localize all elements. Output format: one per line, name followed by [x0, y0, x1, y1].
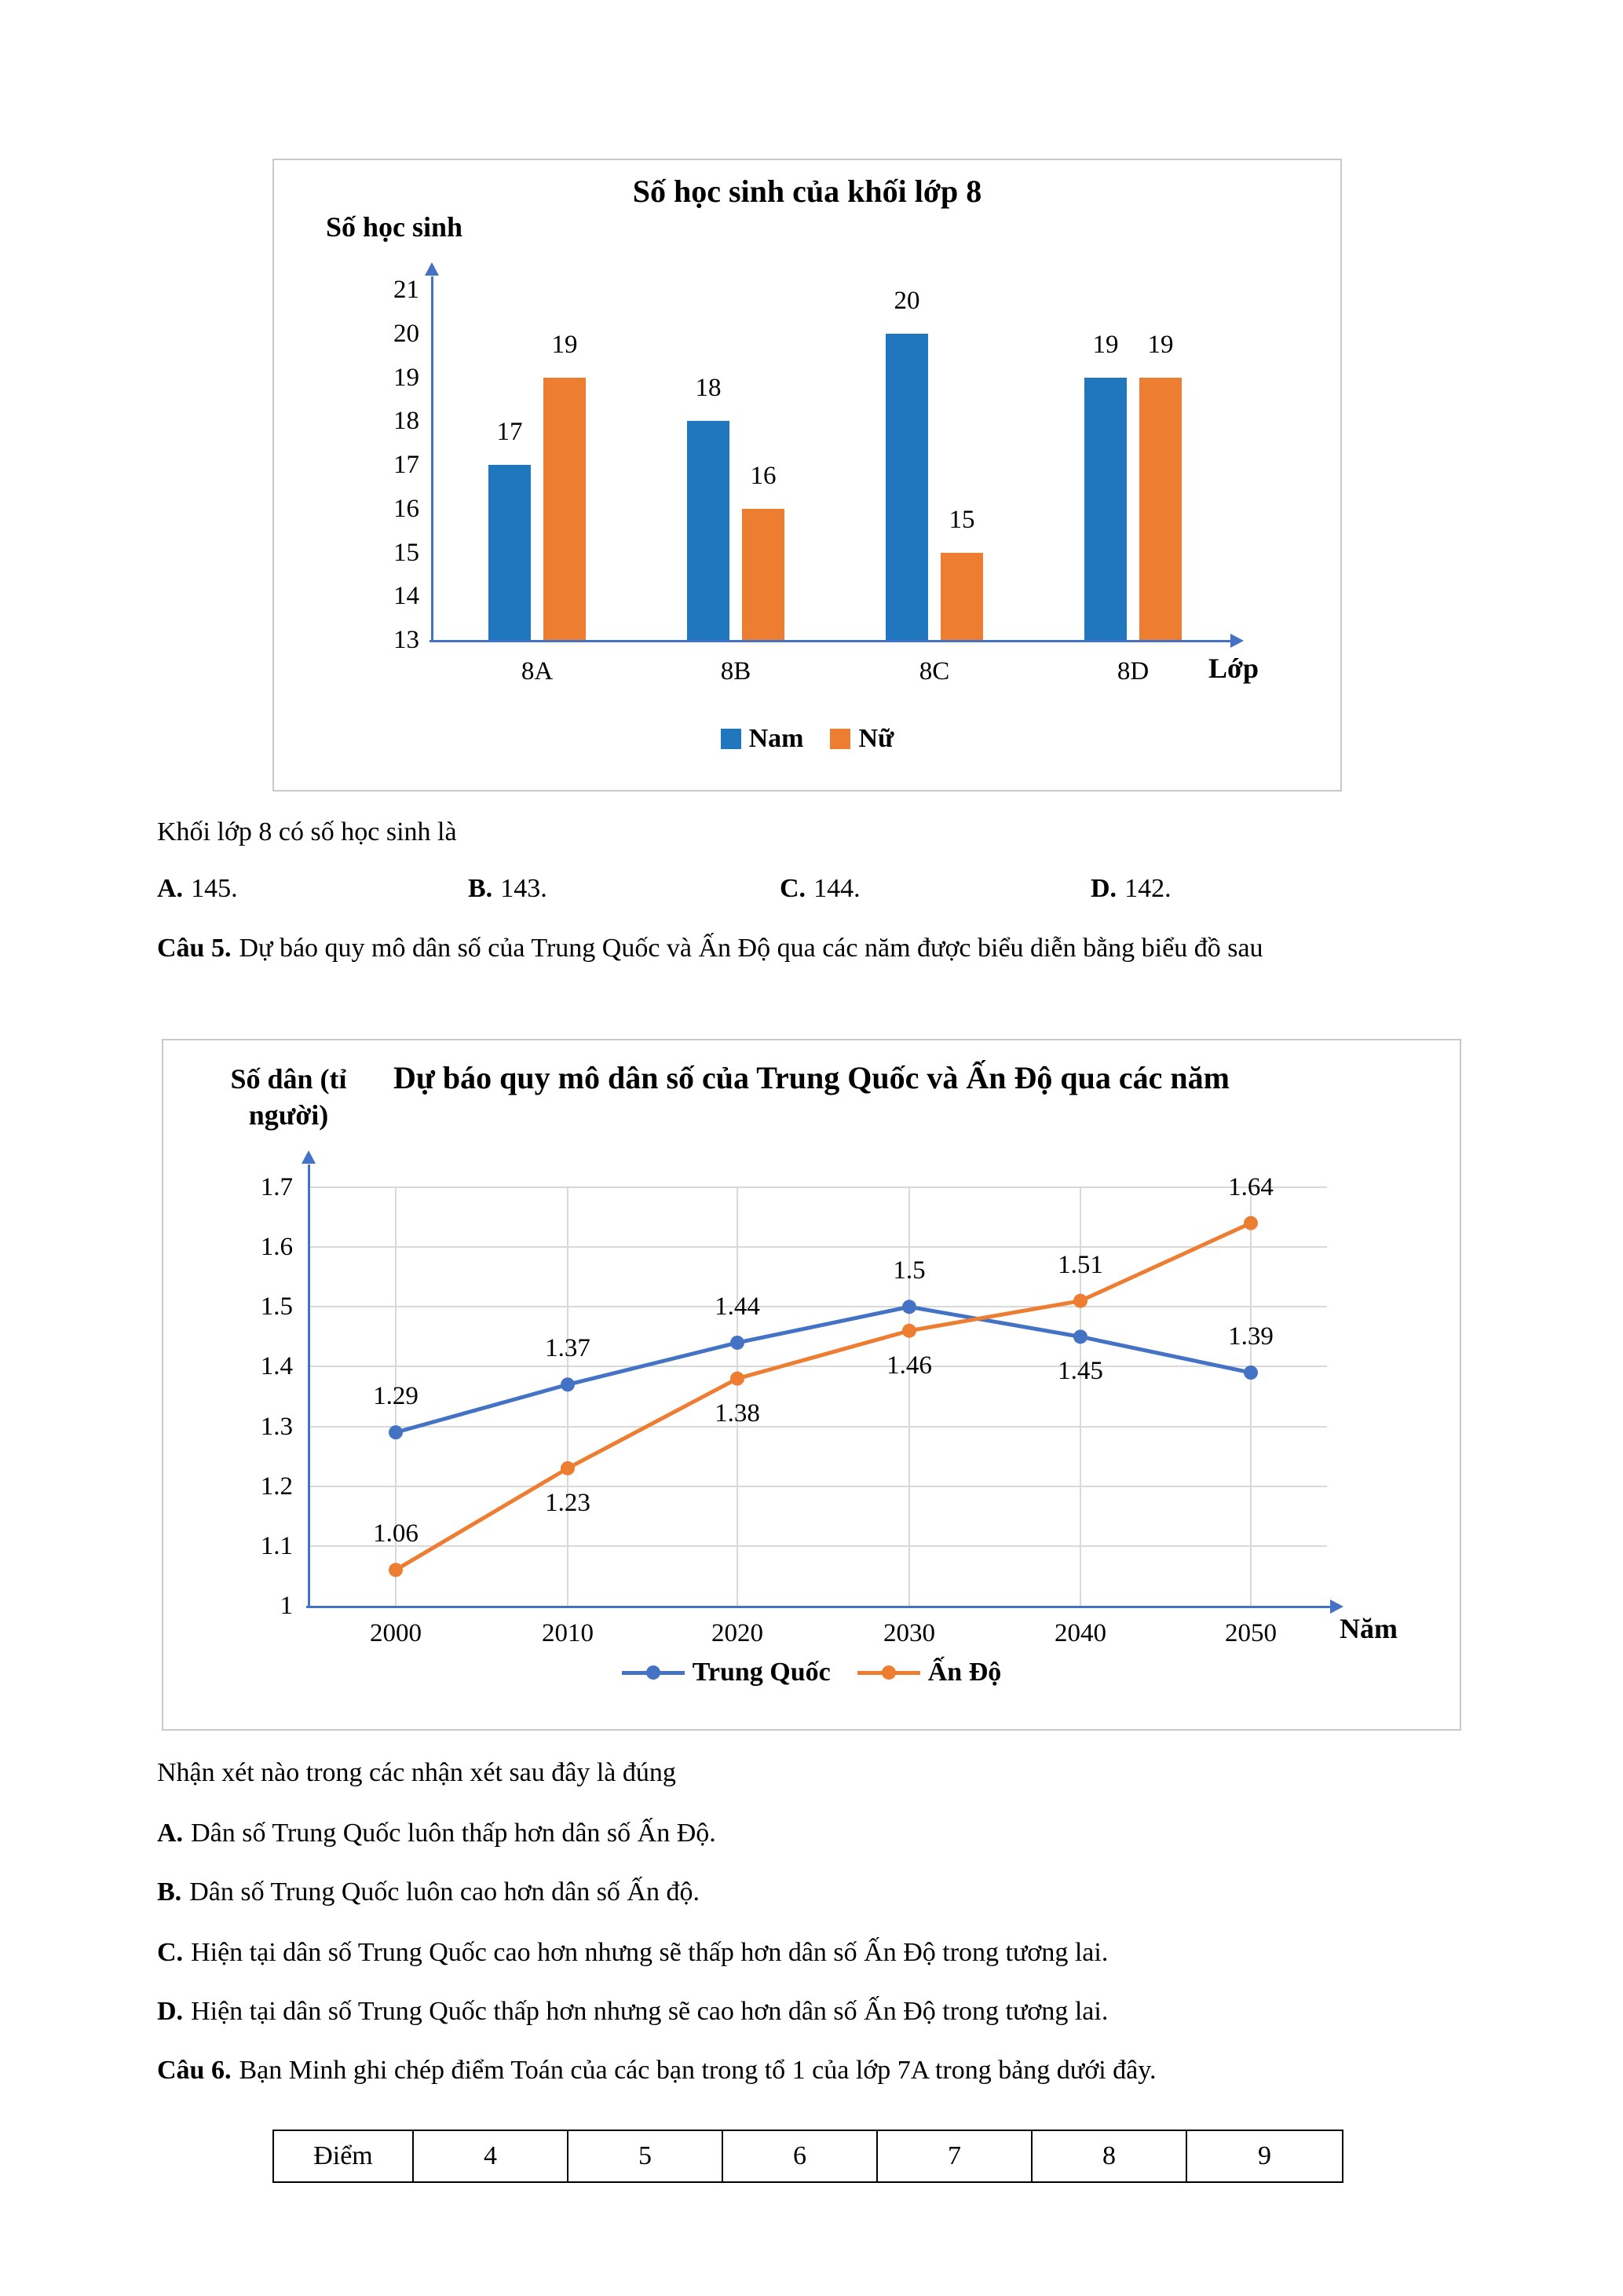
legend-swatch-icon [721, 729, 741, 749]
legend-marker-icon [882, 1665, 896, 1680]
option-text: 145. [191, 874, 238, 903]
data-point-label: 1.39 [1228, 1322, 1274, 1351]
option-text: 142. [1124, 874, 1172, 903]
category-label: 8A [521, 657, 554, 686]
bar-nam-8D [1084, 378, 1127, 641]
grid-line-vertical [908, 1187, 910, 1606]
y-tick-label: 20 [393, 319, 419, 348]
question4-option-c [780, 872, 861, 906]
chart-title: Số học sinh của khối lớp 8 [632, 174, 982, 209]
chart-legend [163, 1658, 1460, 1687]
category-label: 8B [720, 657, 751, 686]
chart-legend [274, 724, 1340, 754]
legend-label: Nam [748, 724, 804, 753]
y-tick-label: 21 [393, 276, 419, 304]
question-text: Bạn Minh ghi chép điểm Toán của các bạn trong tổ 1 của lớp 7A trong bảng dưới đây. [239, 2056, 1157, 2085]
x-tick-label: 2000 [370, 1619, 422, 1647]
table-cell: 5 [568, 2130, 722, 2182]
line-chart-figure [162, 1039, 1461, 1731]
bar-value-label: 19 [1092, 330, 1119, 359]
option-letter: B. [157, 1877, 182, 1907]
bar-value-label: 19 [551, 330, 578, 359]
bar-value-label: 20 [894, 286, 920, 315]
y-tick-label: 1.4 [260, 1352, 293, 1381]
x-axis-line [306, 1606, 1332, 1608]
option-text: Hiện tại dân số Trung Quốc cao hơn nhưng sẽ thấp hơn dân số Ấn Độ trong tương lai. [191, 1938, 1109, 1967]
grid-line-horizontal [309, 1306, 1327, 1307]
question4-option-b [468, 872, 547, 906]
y-axis-title: Số dân (tỉ người) [230, 1063, 347, 1131]
option-letter: A. [157, 1819, 184, 1848]
y-tick-label: 13 [393, 626, 419, 654]
bar-nam-8A [488, 465, 531, 640]
y-axis-title: Số học sinh [326, 211, 463, 243]
grid-line-vertical [1250, 1187, 1252, 1606]
bar-value-label: 16 [750, 461, 777, 490]
option-text: Dân số Trung Quốc luôn cao hơn dân số Ấn độ. [189, 1877, 700, 1907]
bar-nữ-8A [543, 378, 586, 641]
question6-stem [157, 2053, 1157, 2088]
bar-chart-figure [272, 159, 1342, 792]
x-tick-label: 2010 [542, 1619, 594, 1647]
chart-title: Dự báo quy mô dân số của Trung Quốc và Ấn Độ qua các năm [393, 1060, 1230, 1095]
bar-nữ-8B [742, 509, 784, 640]
x-axis-title: Năm [1340, 1613, 1398, 1644]
question4-option-a [157, 872, 238, 906]
option-text: 143. [500, 874, 547, 903]
x-axis-title: Lớp [1208, 653, 1259, 684]
option-text: Hiện tại dân số Trung Quốc thấp hơn nhưng sẽ cao hơn dân số Ấn Độ trong tương lai. [191, 1997, 1109, 2026]
y-axis-line [431, 276, 433, 642]
legend-item [830, 724, 894, 754]
option-text: 144. [813, 874, 861, 903]
legend-marker-icon [646, 1665, 660, 1680]
data-point-label: 1.64 [1228, 1172, 1274, 1201]
option-text: Dân số Trung Quốc luôn thấp hơn dân số Ấn Độ. [191, 1819, 716, 1848]
question-number: Câu 5. [157, 934, 232, 963]
x-axis-line [430, 640, 1232, 642]
y-tick-label: 1.3 [260, 1412, 293, 1441]
y-tick-label: 17 [393, 451, 419, 479]
y-axis-line [308, 1164, 310, 1607]
table-row [273, 2130, 1343, 2182]
table-cell-header: Điểm [273, 2130, 413, 2182]
question5-option-c [157, 1936, 1108, 1970]
legend-label: Ấn Độ [927, 1658, 1002, 1687]
bar-value-label: 18 [695, 374, 722, 403]
bar-nữ-8D [1139, 378, 1182, 641]
legend-item [857, 1658, 1002, 1687]
category-label: 8C [919, 657, 950, 686]
data-point-label: 1.5 [893, 1256, 926, 1285]
option-letter: C. [157, 1938, 184, 1967]
grid-line-horizontal [309, 1186, 1327, 1188]
x-tick-label: 2050 [1225, 1619, 1277, 1647]
bar-nam-8C [886, 334, 928, 640]
table-cell: 4 [413, 2130, 568, 2182]
bar-value-label: 19 [1147, 330, 1174, 359]
data-point-label: 1.44 [715, 1292, 760, 1321]
option-letter: C. [780, 874, 806, 903]
y-tick-label: 1.5 [260, 1292, 293, 1322]
grid-line-horizontal [309, 1246, 1327, 1248]
data-point-label: 1.29 [373, 1382, 419, 1411]
option-letter: D. [157, 1997, 184, 2026]
grid-line-horizontal [309, 1486, 1327, 1487]
legend-line-icon [857, 1671, 920, 1675]
y-tick-label: 1.6 [260, 1233, 293, 1262]
grid-line-horizontal [309, 1545, 1327, 1547]
bar-nam-8B [687, 421, 729, 640]
question-number: Câu 6. [157, 2056, 232, 2085]
data-point-label: 1.38 [715, 1398, 760, 1428]
legend-item [622, 1658, 831, 1687]
question5-option-d [157, 1994, 1108, 2029]
question5-prompt: Nhận xét nào trong các nhận xét sau đây là đúng [157, 1758, 676, 1787]
table-cell: 9 [1186, 2130, 1343, 2182]
table-cell: 6 [722, 2130, 877, 2182]
data-point-label: 1.23 [545, 1488, 590, 1517]
grid-line-horizontal [309, 1366, 1327, 1367]
y-tick-label: 16 [393, 494, 419, 523]
data-point-label: 1.06 [373, 1519, 419, 1548]
y-tick-label: 19 [393, 363, 419, 392]
y-tick-label: 15 [393, 538, 419, 567]
question4-option-d [1091, 872, 1172, 906]
table-cell: 8 [1032, 2130, 1186, 2182]
bar-value-label: 17 [496, 418, 523, 446]
y-tick-label: 1.2 [260, 1472, 293, 1501]
score-table [272, 2130, 1343, 2183]
y-tick-label: 1 [280, 1592, 293, 1620]
x-tick-label: 2020 [711, 1619, 763, 1647]
legend-label: Nữ [858, 724, 894, 753]
y-tick-label: 1.7 [260, 1173, 293, 1201]
question4-prompt: Khối lớp 8 có số học sinh là [157, 817, 457, 846]
legend-label: Trung Quốc [692, 1658, 831, 1687]
y-tick-label: 1.1 [260, 1531, 293, 1560]
category-label: 8D [1117, 657, 1150, 686]
data-point-label: 1.46 [886, 1351, 932, 1380]
y-tick-label: 18 [393, 407, 419, 436]
y-axis-arrow [302, 1150, 316, 1164]
bar-value-label: 15 [949, 505, 975, 534]
data-point-label: 1.37 [545, 1334, 590, 1363]
question-text: Dự báo quy mô dân số của Trung Quốc và Ấn Độ qua các năm được biểu diễn bằng biểu đồ sau [239, 934, 1263, 963]
question5-option-b [157, 1875, 700, 1910]
bar-nữ-8C [941, 553, 983, 641]
legend-swatch-icon [830, 729, 850, 749]
x-tick-label: 2040 [1055, 1619, 1106, 1647]
option-letter: D. [1091, 874, 1117, 903]
legend-line-icon [622, 1671, 685, 1675]
table-cell: 7 [877, 2130, 1032, 2182]
question5-stem [157, 919, 1351, 978]
question5-option-a [157, 1816, 716, 1851]
option-letter: A. [157, 874, 184, 903]
y-tick-label: 14 [393, 582, 419, 611]
legend-item [721, 724, 804, 754]
y-axis-arrow [425, 262, 439, 276]
data-point-label: 1.45 [1058, 1357, 1103, 1386]
data-point-label: 1.51 [1058, 1250, 1103, 1279]
option-letter: B. [468, 874, 493, 903]
grid-line-vertical [567, 1187, 568, 1606]
grid-line-horizontal [309, 1426, 1327, 1428]
x-tick-label: 2030 [883, 1619, 935, 1647]
x-axis-arrow [1230, 634, 1244, 648]
